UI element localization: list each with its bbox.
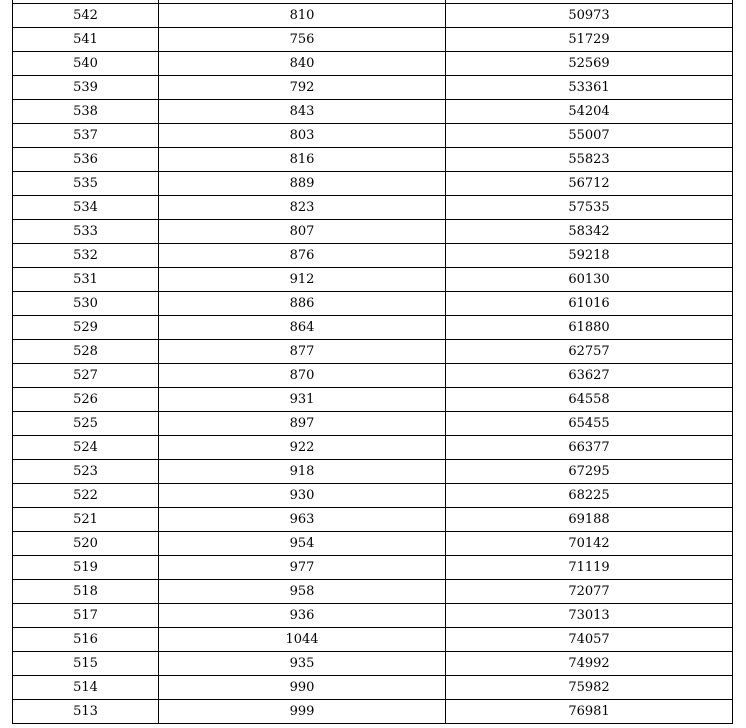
score-cell: 533 xyxy=(13,220,159,244)
table-row xyxy=(13,436,733,460)
count-cell: 918 xyxy=(159,460,446,484)
table-row xyxy=(13,76,733,100)
score-cell: 530 xyxy=(13,292,159,316)
table-row xyxy=(13,148,733,172)
score-cell: 526 xyxy=(13,388,159,412)
cumulative-cell: 63627 xyxy=(446,364,733,388)
count-cell: 1044 xyxy=(159,628,446,652)
count-cell: 958 xyxy=(159,580,446,604)
score-cell: 541 xyxy=(13,28,159,52)
count-cell: 954 xyxy=(159,532,446,556)
table-row xyxy=(13,676,733,700)
table-row xyxy=(13,628,733,652)
table-row xyxy=(13,268,733,292)
count-cell: 823 xyxy=(159,196,446,220)
count-cell: 843 xyxy=(159,100,446,124)
count-cell: 876 xyxy=(159,244,446,268)
cumulative-cell: 75982 xyxy=(446,676,733,700)
cumulative-cell: 56712 xyxy=(446,172,733,196)
cumulative-cell: 64558 xyxy=(446,388,733,412)
table-row xyxy=(13,412,733,436)
score-cell: 536 xyxy=(13,148,159,172)
table-row xyxy=(13,316,733,340)
score-table-container xyxy=(12,0,732,724)
table-row xyxy=(13,388,733,412)
table-row xyxy=(13,340,733,364)
score-cell: 523 xyxy=(13,460,159,484)
count-cell: 886 xyxy=(159,292,446,316)
score-cell: 537 xyxy=(13,124,159,148)
table-row xyxy=(13,604,733,628)
cumulative-cell: 69188 xyxy=(446,508,733,532)
cumulative-cell: 62757 xyxy=(446,340,733,364)
cumulative-cell: 76981 xyxy=(446,700,733,724)
cumulative-cell: 67295 xyxy=(446,460,733,484)
table-row xyxy=(13,172,733,196)
count-cell: 840 xyxy=(159,52,446,76)
table-row xyxy=(13,4,733,28)
score-cell: 514 xyxy=(13,676,159,700)
count-cell: 930 xyxy=(159,484,446,508)
count-cell: 889 xyxy=(159,172,446,196)
cumulative-cell: 66377 xyxy=(446,436,733,460)
score-cell: 513 xyxy=(13,700,159,724)
table-row xyxy=(13,652,733,676)
table-row xyxy=(13,508,733,532)
count-cell: 935 xyxy=(159,652,446,676)
cumulative-cell: 70142 xyxy=(446,532,733,556)
score-cell: 516 xyxy=(13,628,159,652)
score-cell: 519 xyxy=(13,556,159,580)
table-row xyxy=(13,532,733,556)
score-cell: 525 xyxy=(13,412,159,436)
count-cell: 936 xyxy=(159,604,446,628)
score-cell: 521 xyxy=(13,508,159,532)
table-row xyxy=(13,124,733,148)
count-cell: 912 xyxy=(159,268,446,292)
table-row xyxy=(13,196,733,220)
table-row xyxy=(13,484,733,508)
cumulative-cell: 65455 xyxy=(446,412,733,436)
score-cell: 517 xyxy=(13,604,159,628)
table-row xyxy=(13,100,733,124)
count-cell: 756 xyxy=(159,28,446,52)
cumulative-cell: 53361 xyxy=(446,76,733,100)
score-cell: 539 xyxy=(13,76,159,100)
table-row xyxy=(13,700,733,724)
cumulative-cell: 61880 xyxy=(446,316,733,340)
cumulative-cell: 61016 xyxy=(446,292,733,316)
score-cell: 542 xyxy=(13,4,159,28)
cumulative-cell: 74992 xyxy=(446,652,733,676)
score-cell: 522 xyxy=(13,484,159,508)
score-cell: 531 xyxy=(13,268,159,292)
count-cell: 963 xyxy=(159,508,446,532)
table-row xyxy=(13,220,733,244)
count-cell: 807 xyxy=(159,220,446,244)
cumulative-cell: 50973 xyxy=(446,4,733,28)
score-table xyxy=(12,0,733,724)
cumulative-cell: 72077 xyxy=(446,580,733,604)
table-row xyxy=(13,556,733,580)
score-cell: 534 xyxy=(13,196,159,220)
score-cell: 528 xyxy=(13,340,159,364)
score-cell: 532 xyxy=(13,244,159,268)
count-cell: 990 xyxy=(159,676,446,700)
score-cell: 524 xyxy=(13,436,159,460)
score-cell: 518 xyxy=(13,580,159,604)
count-cell: 897 xyxy=(159,412,446,436)
cumulative-cell: 55823 xyxy=(446,148,733,172)
score-cell: 540 xyxy=(13,52,159,76)
count-cell: 803 xyxy=(159,124,446,148)
score-cell: 538 xyxy=(13,100,159,124)
table-row xyxy=(13,28,733,52)
cumulative-cell: 71119 xyxy=(446,556,733,580)
cumulative-cell: 58342 xyxy=(446,220,733,244)
count-cell: 922 xyxy=(159,436,446,460)
table-row xyxy=(13,244,733,268)
count-cell: 931 xyxy=(159,388,446,412)
table-row xyxy=(13,292,733,316)
count-cell: 816 xyxy=(159,148,446,172)
cumulative-cell: 57535 xyxy=(446,196,733,220)
cumulative-cell: 51729 xyxy=(446,28,733,52)
score-cell: 529 xyxy=(13,316,159,340)
cumulative-cell: 68225 xyxy=(446,484,733,508)
count-cell: 870 xyxy=(159,364,446,388)
count-cell: 877 xyxy=(159,340,446,364)
count-cell: 977 xyxy=(159,556,446,580)
table-row xyxy=(13,460,733,484)
cumulative-cell: 59218 xyxy=(446,244,733,268)
cumulative-cell: 73013 xyxy=(446,604,733,628)
table-row xyxy=(13,52,733,76)
score-cell: 527 xyxy=(13,364,159,388)
cumulative-cell: 54204 xyxy=(446,100,733,124)
count-cell: 810 xyxy=(159,4,446,28)
count-cell: 999 xyxy=(159,700,446,724)
score-cell: 535 xyxy=(13,172,159,196)
cumulative-cell: 55007 xyxy=(446,124,733,148)
count-cell: 792 xyxy=(159,76,446,100)
score-cell: 515 xyxy=(13,652,159,676)
table-row xyxy=(13,580,733,604)
cumulative-cell: 74057 xyxy=(446,628,733,652)
cumulative-cell: 52569 xyxy=(446,52,733,76)
score-table-body xyxy=(13,0,733,724)
score-cell: 520 xyxy=(13,532,159,556)
count-cell: 864 xyxy=(159,316,446,340)
cumulative-cell: 60130 xyxy=(446,268,733,292)
table-row xyxy=(13,364,733,388)
